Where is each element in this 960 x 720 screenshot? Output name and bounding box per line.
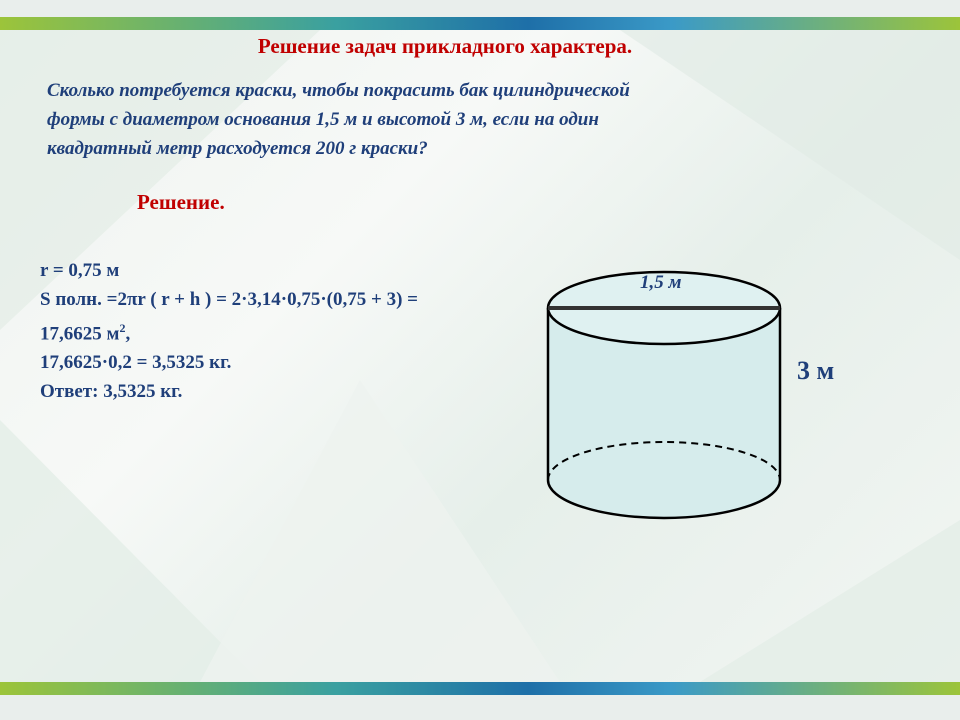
area-exponent: 2 xyxy=(119,321,126,335)
answer-line: Ответ: 3,5325 кг. xyxy=(40,381,183,403)
problem-statement xyxy=(47,76,807,163)
solution-work xyxy=(40,256,540,406)
cylinder-diagram xyxy=(540,262,800,522)
problem-line: формы с диаметром основания 1,5 м и высотой 3 м, если на один xyxy=(47,109,599,130)
radius-line: r = 0,75 м xyxy=(40,260,120,281)
solution-heading: Решение. xyxy=(137,190,225,214)
paint-calc-line: 17,6625·0,2 = 3,5325 кг. xyxy=(40,352,232,374)
height-label: 3 м xyxy=(797,356,835,385)
slide-title: Решение задач прикладного характера. xyxy=(257,34,633,58)
formula-line: S полн. =2πr ( r + h ) = 2·3,14·0,75·(0,75 + 3) = xyxy=(40,289,418,310)
area-suffix: , xyxy=(125,323,131,345)
diameter-label: 1,5 м xyxy=(640,272,682,293)
area-line xyxy=(40,314,540,348)
problem-line: квадратный метр расходуется 200 г краски? xyxy=(47,138,428,159)
problem-line: Сколько потребуется краски, чтобы покрасить бак цилиндрической xyxy=(47,80,630,101)
area-value: 17,6625 м xyxy=(40,323,120,345)
